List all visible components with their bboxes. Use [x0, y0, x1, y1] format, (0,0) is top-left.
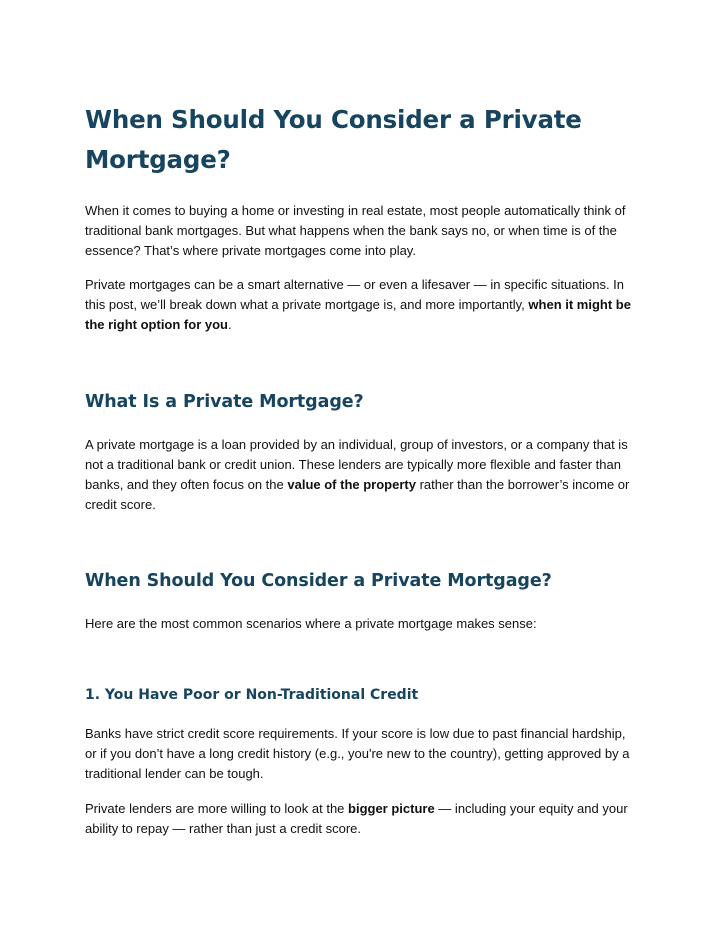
what-is-paragraph [85, 435, 640, 515]
what-is-paragraph-text: A private mortgage is a loan provided by an individual, group of investors, or a company that is not a traditional bank or credit union. These lenders are typically more flexible and faster than banks, and they often focus on the [85, 437, 628, 492]
section-1-paragraph-2-bold: bigger picture [348, 801, 435, 816]
what-is-paragraph-end: rather than the borrower’s income or credit score. [85, 477, 630, 512]
heading-when-consider: When Should You Consider a Private Mortgage? [85, 571, 552, 591]
section-1-paragraph-2 [85, 799, 640, 839]
section-1-paragraph-2-text: Private lenders are more willing to look at the [85, 801, 349, 816]
page-title: When Should You Consider a Private Mortgage? [85, 105, 582, 174]
section-1-paragraph-1: Banks have strict credit score requirements. If your score is low due to past financial hardship, or if you don’t have a long credit history (e.g., you're new to the country), getting approved by a traditional lender can be tough. [85, 726, 630, 781]
when-consider-paragraph: Here are the most common scenarios where a private mortgage makes sense: [85, 616, 537, 631]
intro-paragraph-2 [85, 275, 640, 335]
intro-paragraph-1: When it comes to buying a home or investing in real estate, most people automatically think of traditional bank mortgages. But what happens when the bank says no, or when time is of the essence? That’s where private mortgages come into play. [85, 203, 626, 258]
what-is-paragraph-bold: value of the property [287, 477, 416, 492]
section-1-paragraph-2-end: — including your equity and your ability to repay — rather than just a credit score. [85, 801, 628, 836]
heading-what-is: What Is a Private Mortgage? [85, 392, 364, 412]
intro-paragraph-2-bold: when it might be the right option for you [85, 297, 631, 332]
heading-section-1: 1. You Have Poor or Non-Traditional Credit [85, 687, 419, 703]
intro-paragraph-2-end: . [227, 317, 232, 332]
intro-paragraph-2-text: Private mortgages can be a smart alternative — or even a lifesaver — in specific situations. In this post, we’ll break down what a private mortgage is, and more importantly, [85, 277, 625, 312]
